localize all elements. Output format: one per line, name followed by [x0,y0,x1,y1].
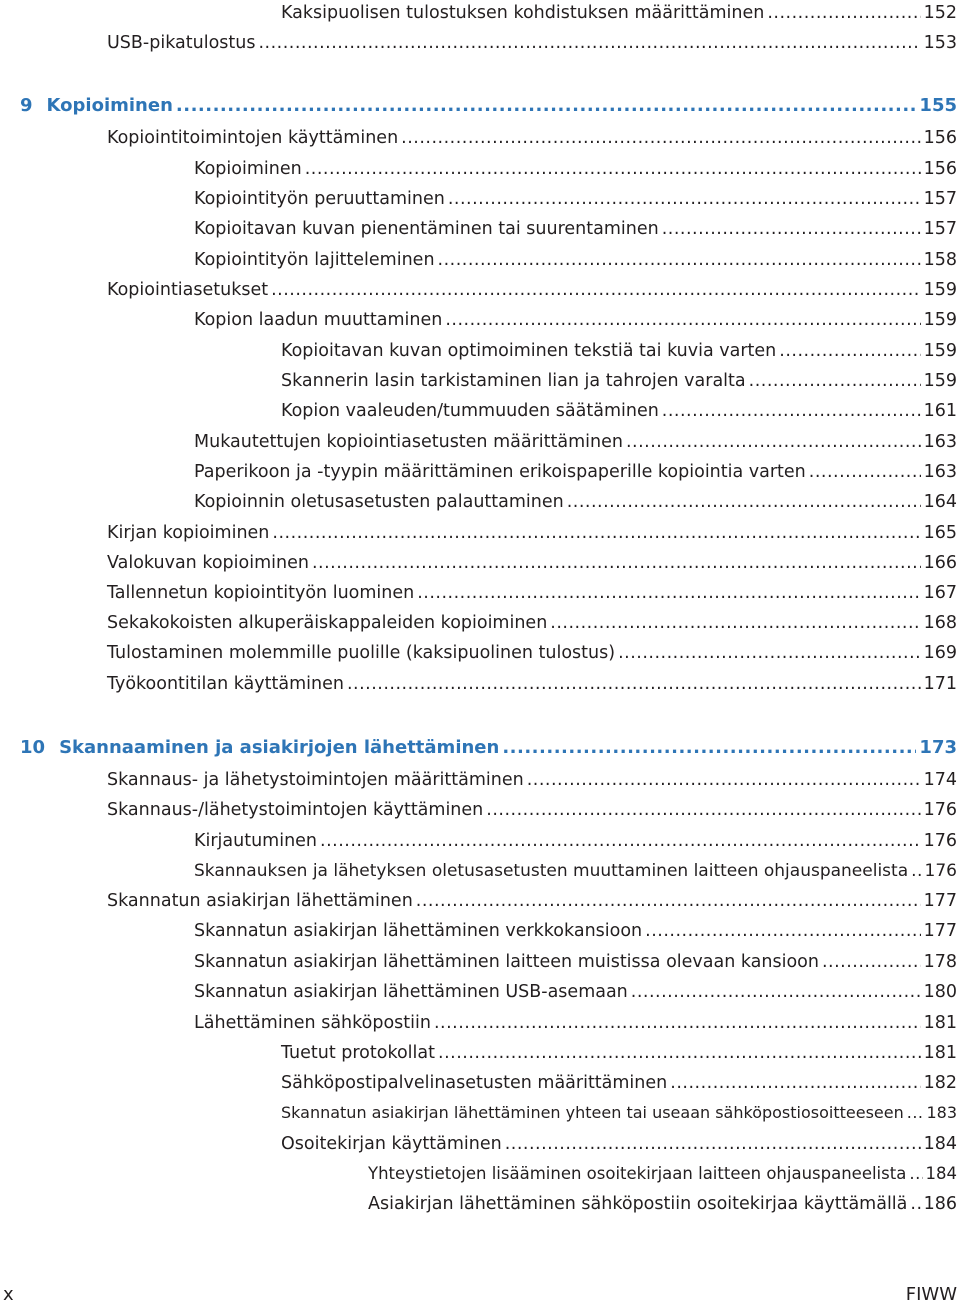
toc-entry-page: 156 [923,128,957,148]
toc-entry[interactable] [368,1158,957,1184]
chapter-title-text: Skannaaminen ja asiakirjojen lähettäminen [59,737,500,758]
dot-leader [438,250,921,270]
dot-leader [401,128,920,148]
dot-leader [448,189,921,209]
toc-entry[interactable] [107,764,957,790]
toc-entry-page: 186 [923,1194,957,1214]
toc-entry-page: 174 [923,770,957,790]
toc-entry[interactable] [281,395,957,421]
toc-entry-page: 157 [923,219,957,239]
dot-leader [305,159,921,179]
toc-entry-title: Kopioitavan kuvan pienentäminen tai suurentaminen [194,219,659,239]
toc-entry[interactable] [107,27,957,53]
toc-entry-title: Skannatun asiakirjan lähettäminen verkkokansioon [194,921,643,941]
toc-entry-page: 168 [923,613,957,633]
toc-entry-page: 161 [923,401,957,421]
dot-leader [417,583,920,603]
toc-entry-page: 176 [923,800,957,820]
dot-leader [626,432,921,452]
toc-entry-title: Kopiointityön lajitteleminen [194,250,435,270]
toc-entry-title: Kopioitavan kuvan optimoiminen tekstiä tai kuvia varten [281,341,777,361]
toc-entry[interactable] [194,244,957,270]
dot-leader [767,3,920,23]
toc-entry[interactable] [281,1067,957,1093]
toc-entry[interactable] [194,976,957,1002]
toc-chapter-title [20,738,499,758]
dot-leader [779,341,920,361]
toc-entry-page: 167 [923,583,957,603]
toc-entry-page: 159 [923,310,957,330]
chapter-title-text: Kopioiminen [46,95,173,116]
dot-leader [271,280,920,300]
toc-entry-title: USB-pikatulostus [107,33,256,53]
toc-entry-page: 176 [924,861,957,881]
toc-entry[interactable] [194,825,957,851]
dot-leader [258,33,920,53]
toc-entry-page: 163 [923,462,957,482]
toc-entry[interactable] [107,547,957,573]
dot-leader [662,401,921,421]
dot-leader [618,643,921,663]
toc-entry-title: Sähköpostipalvelinasetusten määrittäminen [281,1073,668,1093]
dot-leader [320,831,921,851]
toc-entry[interactable] [194,183,957,209]
dot-leader [749,371,921,391]
toc-entry-page: 183 [926,1103,957,1122]
toc-entry-title: Kopioiminen [194,159,302,179]
toc-entry-page: 177 [923,891,957,911]
dot-leader [434,1013,921,1033]
toc-entry[interactable] [107,637,957,663]
dot-leader [438,1043,921,1063]
dot-leader [911,861,921,881]
toc-entry-title: Skannatun asiakirjan lähettäminen laitteen muistissa olevaan kansioon [194,952,819,972]
toc-entry-title: Yhteystietojen lisääminen osoitekirjaan laitteen ohjauspaneelista [368,1164,907,1183]
toc-entry-page: 159 [923,280,957,300]
toc-entry[interactable] [194,1007,957,1033]
dot-leader [809,462,921,482]
toc-chapter-entry[interactable] [20,90,957,116]
toc-entry[interactable] [194,486,957,512]
toc-entry-title: Tulostaminen molemmille puolille (kaksipuolinen tulostus) [107,643,616,663]
toc-entry[interactable] [107,122,957,148]
toc-entry[interactable] [194,153,957,179]
toc-entry[interactable] [107,577,957,603]
toc-entry[interactable] [107,607,957,633]
toc-entry-title: Työkoontitilan käyttäminen [107,674,344,694]
toc-entry[interactable] [194,946,957,972]
toc-entry-title: Sekakokoisten alkuperäiskappaleiden kopioiminen [107,613,548,633]
dot-leader [670,1073,920,1093]
toc-entry[interactable] [281,0,957,23]
dot-leader [822,952,921,972]
toc-entry[interactable] [194,426,957,452]
toc-entry[interactable] [194,304,957,330]
dot-leader [527,770,921,790]
toc-entry-page: 159 [923,341,957,361]
toc-entry-page: 159 [923,371,957,391]
toc-entry-title: Osoitekirjan käyttäminen [281,1134,502,1154]
toc-entry-title: Skannatun asiakirjan lähettäminen yhteen tai useaan sähköpostiosoitteeseen [281,1103,904,1122]
toc-entry-title: Skannatun asiakirjan lähettäminen [107,891,413,911]
toc-entry-page: 182 [923,1073,957,1093]
toc-entry[interactable] [107,794,957,820]
toc-entry-page: 152 [923,3,957,23]
dot-leader [907,1103,924,1123]
toc-entry-title: Kopion vaaleuden/tummuuden säätäminen [281,401,659,421]
dot-leader [312,553,921,573]
toc-entry-page: 181 [923,1043,957,1063]
toc-entry-page: 173 [919,737,957,758]
chapter-number: 10 [20,737,46,758]
toc-entry-page: 153 [923,33,957,53]
toc-entry-title: Mukautettujen kopiointiasetusten määrittäminen [194,432,623,452]
toc-entry[interactable] [194,855,957,881]
toc-entry[interactable] [194,213,957,239]
dot-leader [550,613,920,633]
toc-entry-page: 180 [923,982,957,1002]
dot-leader [176,96,917,116]
toc-entry-page: 155 [919,95,957,116]
toc-entry[interactable] [281,1128,957,1154]
toc-entry-title: Kopiointiasetukset [107,280,269,300]
toc-entry-title: Kirjan kopioiminen [107,523,270,543]
toc-entry-page: 178 [923,952,957,972]
toc-entry-title: Kaksipuolisen tulostuksen kohdistuksen määrittäminen [281,3,765,23]
footer-page-number: x [3,1284,14,1305]
toc-entry[interactable] [107,885,957,911]
toc-entry-page: 181 [923,1013,957,1033]
toc-entry-page: 176 [923,831,957,851]
toc-entry[interactable] [281,1097,957,1123]
toc-entry-title: Tallennetun kopiointityön luominen [107,583,415,603]
toc-entry-title: Skannaus-/lähetystoimintojen käyttäminen [107,800,484,820]
toc-entry-page: 184 [923,1134,957,1154]
toc-entry-title: Kopioinnin oletusasetusten palauttaminen [194,492,564,512]
chapter-number: 9 [20,95,33,116]
dot-leader [505,1134,921,1154]
footer-locale-code: FIWW [905,1284,957,1305]
toc-entry[interactable] [194,915,957,941]
dot-leader [909,1164,922,1184]
toc-entry[interactable] [281,365,957,391]
toc-entry[interactable] [281,1037,957,1063]
dot-leader [910,1194,920,1214]
dot-leader [567,492,921,512]
toc-entry[interactable] [281,335,957,361]
toc-entry-page: 158 [923,250,957,270]
toc-entry-page: 169 [923,643,957,663]
toc-entry-title: Valokuvan kopioiminen [107,553,309,573]
toc-entry-title: Asiakirjan lähettäminen sähköpostiin osoitekirjaa käyttämällä [368,1194,908,1214]
toc-entry[interactable] [194,456,957,482]
toc-entry-page: 177 [923,921,957,941]
toc-entry-page: 171 [923,674,957,694]
toc-entry-page: 156 [923,159,957,179]
toc-entry-title: Kopion laadun muuttaminen [194,310,443,330]
dot-leader [662,219,921,239]
toc-entry[interactable] [107,517,957,543]
toc-entry-title: Skannauksen ja lähetyksen oletusasetusten muuttaminen laitteen ohjauspaneelista [194,861,909,881]
toc-entry-title: Skannatun asiakirjan lähettäminen USB-asemaan [194,982,628,1002]
toc-entry-title: Lähettäminen sähköpostiin [194,1013,431,1033]
toc-entry-page: 184 [925,1164,957,1183]
dot-leader [347,674,921,694]
dot-leader [631,982,921,1002]
toc-entry-title: Kopiointitoimintojen käyttäminen [107,128,399,148]
dot-leader [416,891,921,911]
toc-entry-title: Kopiointityön peruuttaminen [194,189,445,209]
toc-entry-title: Tuetut protokollat [281,1043,435,1063]
toc-chapter-entry[interactable] [20,732,957,758]
toc-chapter-title [20,96,173,116]
toc-entry-page: 166 [923,553,957,573]
toc-entry-title: Paperikoon ja -tyypin määrittäminen erikoispaperille kopiointia varten [194,462,806,482]
toc-entry[interactable] [368,1188,957,1214]
dot-leader [445,310,920,330]
toc-entry-page: 157 [923,189,957,209]
toc-entry-page: 164 [923,492,957,512]
dot-leader [502,738,916,758]
dot-leader [486,800,920,820]
toc-entry-page: 165 [923,523,957,543]
toc-entry-title: Skannerin lasin tarkistaminen lian ja tahrojen varalta [281,371,746,391]
dot-leader [645,921,920,941]
toc-entry-title: Skannaus- ja lähetystoimintojen määrittäminen [107,770,524,790]
toc-entry-title: Kirjautuminen [194,831,318,851]
toc-entry[interactable] [107,668,957,694]
toc-entry[interactable] [107,274,957,300]
dot-leader [272,523,920,543]
toc-entry-page: 163 [923,432,957,452]
